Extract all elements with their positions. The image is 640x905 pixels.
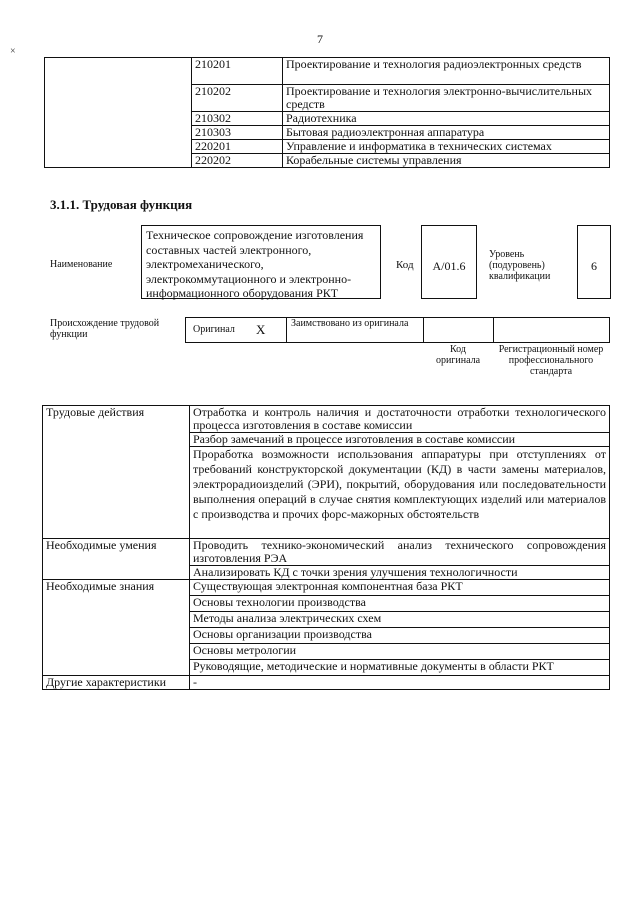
table-row: [45, 58, 610, 85]
knowledge-item: Основы метрологии: [190, 644, 610, 660]
specialty-code: 220202: [192, 154, 283, 168]
edge-mark: ×: [10, 46, 16, 57]
original-label: Оригинал: [193, 324, 235, 335]
level-value: 6: [577, 225, 611, 299]
section-title: 3.1.1. Трудовая функция: [50, 197, 193, 212]
specialty-name: Проектирование и технология радиоэлектронных средств: [283, 58, 610, 85]
name-label: Наименование: [50, 259, 113, 270]
other-value: -: [190, 676, 610, 690]
skill-item: Проводить технико-экономический анализ технического сопровождения изготовления РЭА: [190, 539, 610, 566]
code-label: Код: [396, 259, 414, 271]
function-content-table: [42, 405, 610, 690]
specialty-name: Бытовая радиоэлектронная аппаратура: [283, 126, 610, 140]
skills-label: Необходимые умения: [43, 539, 190, 580]
code-value: A/01.6: [421, 225, 477, 299]
table-row: [43, 406, 610, 433]
skill-item: Анализировать КД с точки зрения улучшения технологичности: [190, 566, 610, 580]
other-label: Другие характеристики: [43, 676, 190, 690]
knowledge-item: Основы организации производства: [190, 628, 610, 644]
divider: [423, 317, 424, 342]
knowledge-item: Методы анализа электрических схем: [190, 612, 610, 628]
divider: [286, 317, 287, 342]
knowledge-item: Основы технологии производства: [190, 596, 610, 612]
table-row: [43, 676, 610, 690]
origin-label: Происхождение трудовой функции: [50, 318, 160, 340]
specialty-code: 210201: [192, 58, 283, 85]
specialty-code: 210202: [192, 85, 283, 112]
specialty-name: Радиотехника: [283, 112, 610, 126]
specialty-name: Управление и информатика в технических системах: [283, 140, 610, 154]
action-item: Разбор замечаний в процессе изготовления в составе комиссии: [190, 433, 610, 447]
function-name: Техническое сопровождение изготовления составных частей электронного, электромеханического, электрокоммутационного и электронно-информационного оборудования РКТ: [141, 225, 381, 299]
knowledge-item: Руководящие, методические и нормативные документы в области РКТ: [190, 660, 610, 676]
table-row: [43, 580, 610, 596]
specialty-name: Корабельные системы управления: [283, 154, 610, 168]
page-number: 7: [317, 32, 323, 46]
specialty-code: 210303: [192, 126, 283, 140]
table-row: [43, 539, 610, 566]
specialty-code: 210302: [192, 112, 283, 126]
specialties-table: [44, 57, 610, 168]
knowledge-item: Существующая электронная компонентная база РКТ: [190, 580, 610, 596]
original-mark: X: [256, 322, 266, 337]
knowledge-label: Необходимые знания: [43, 580, 190, 676]
actions-label: Трудовые действия: [43, 406, 190, 539]
divider: [493, 317, 494, 342]
action-item: Проработка возможности использования аппаратуры при отступлениях от требований конструкторской документации (КД) в части замены материалов, электрорадиоизделий (ЭРИ), покрытий, оборудования или последовательности выполнения операций в случае снятия комплектующих изделий или материалов с производства и прочих форс-мажорных обстоятельств: [190, 447, 610, 539]
blank-cell: [45, 58, 192, 168]
code-original-label: Код оригинала: [435, 344, 481, 366]
registration-label: Регистрационный номер профессионального стандарта: [498, 344, 604, 377]
level-label: Уровень (подуровень) квалификации: [489, 249, 551, 282]
specialty-name: Проектирование и технология электронно-вычислительных средств: [283, 85, 610, 112]
action-item: Отработка и контроль наличия и достаточности отработки технологического процесса изготовления в составе комиссии: [190, 406, 610, 433]
borrowed-label: Заимствовано из оригинала: [291, 318, 409, 329]
specialty-code: 220201: [192, 140, 283, 154]
